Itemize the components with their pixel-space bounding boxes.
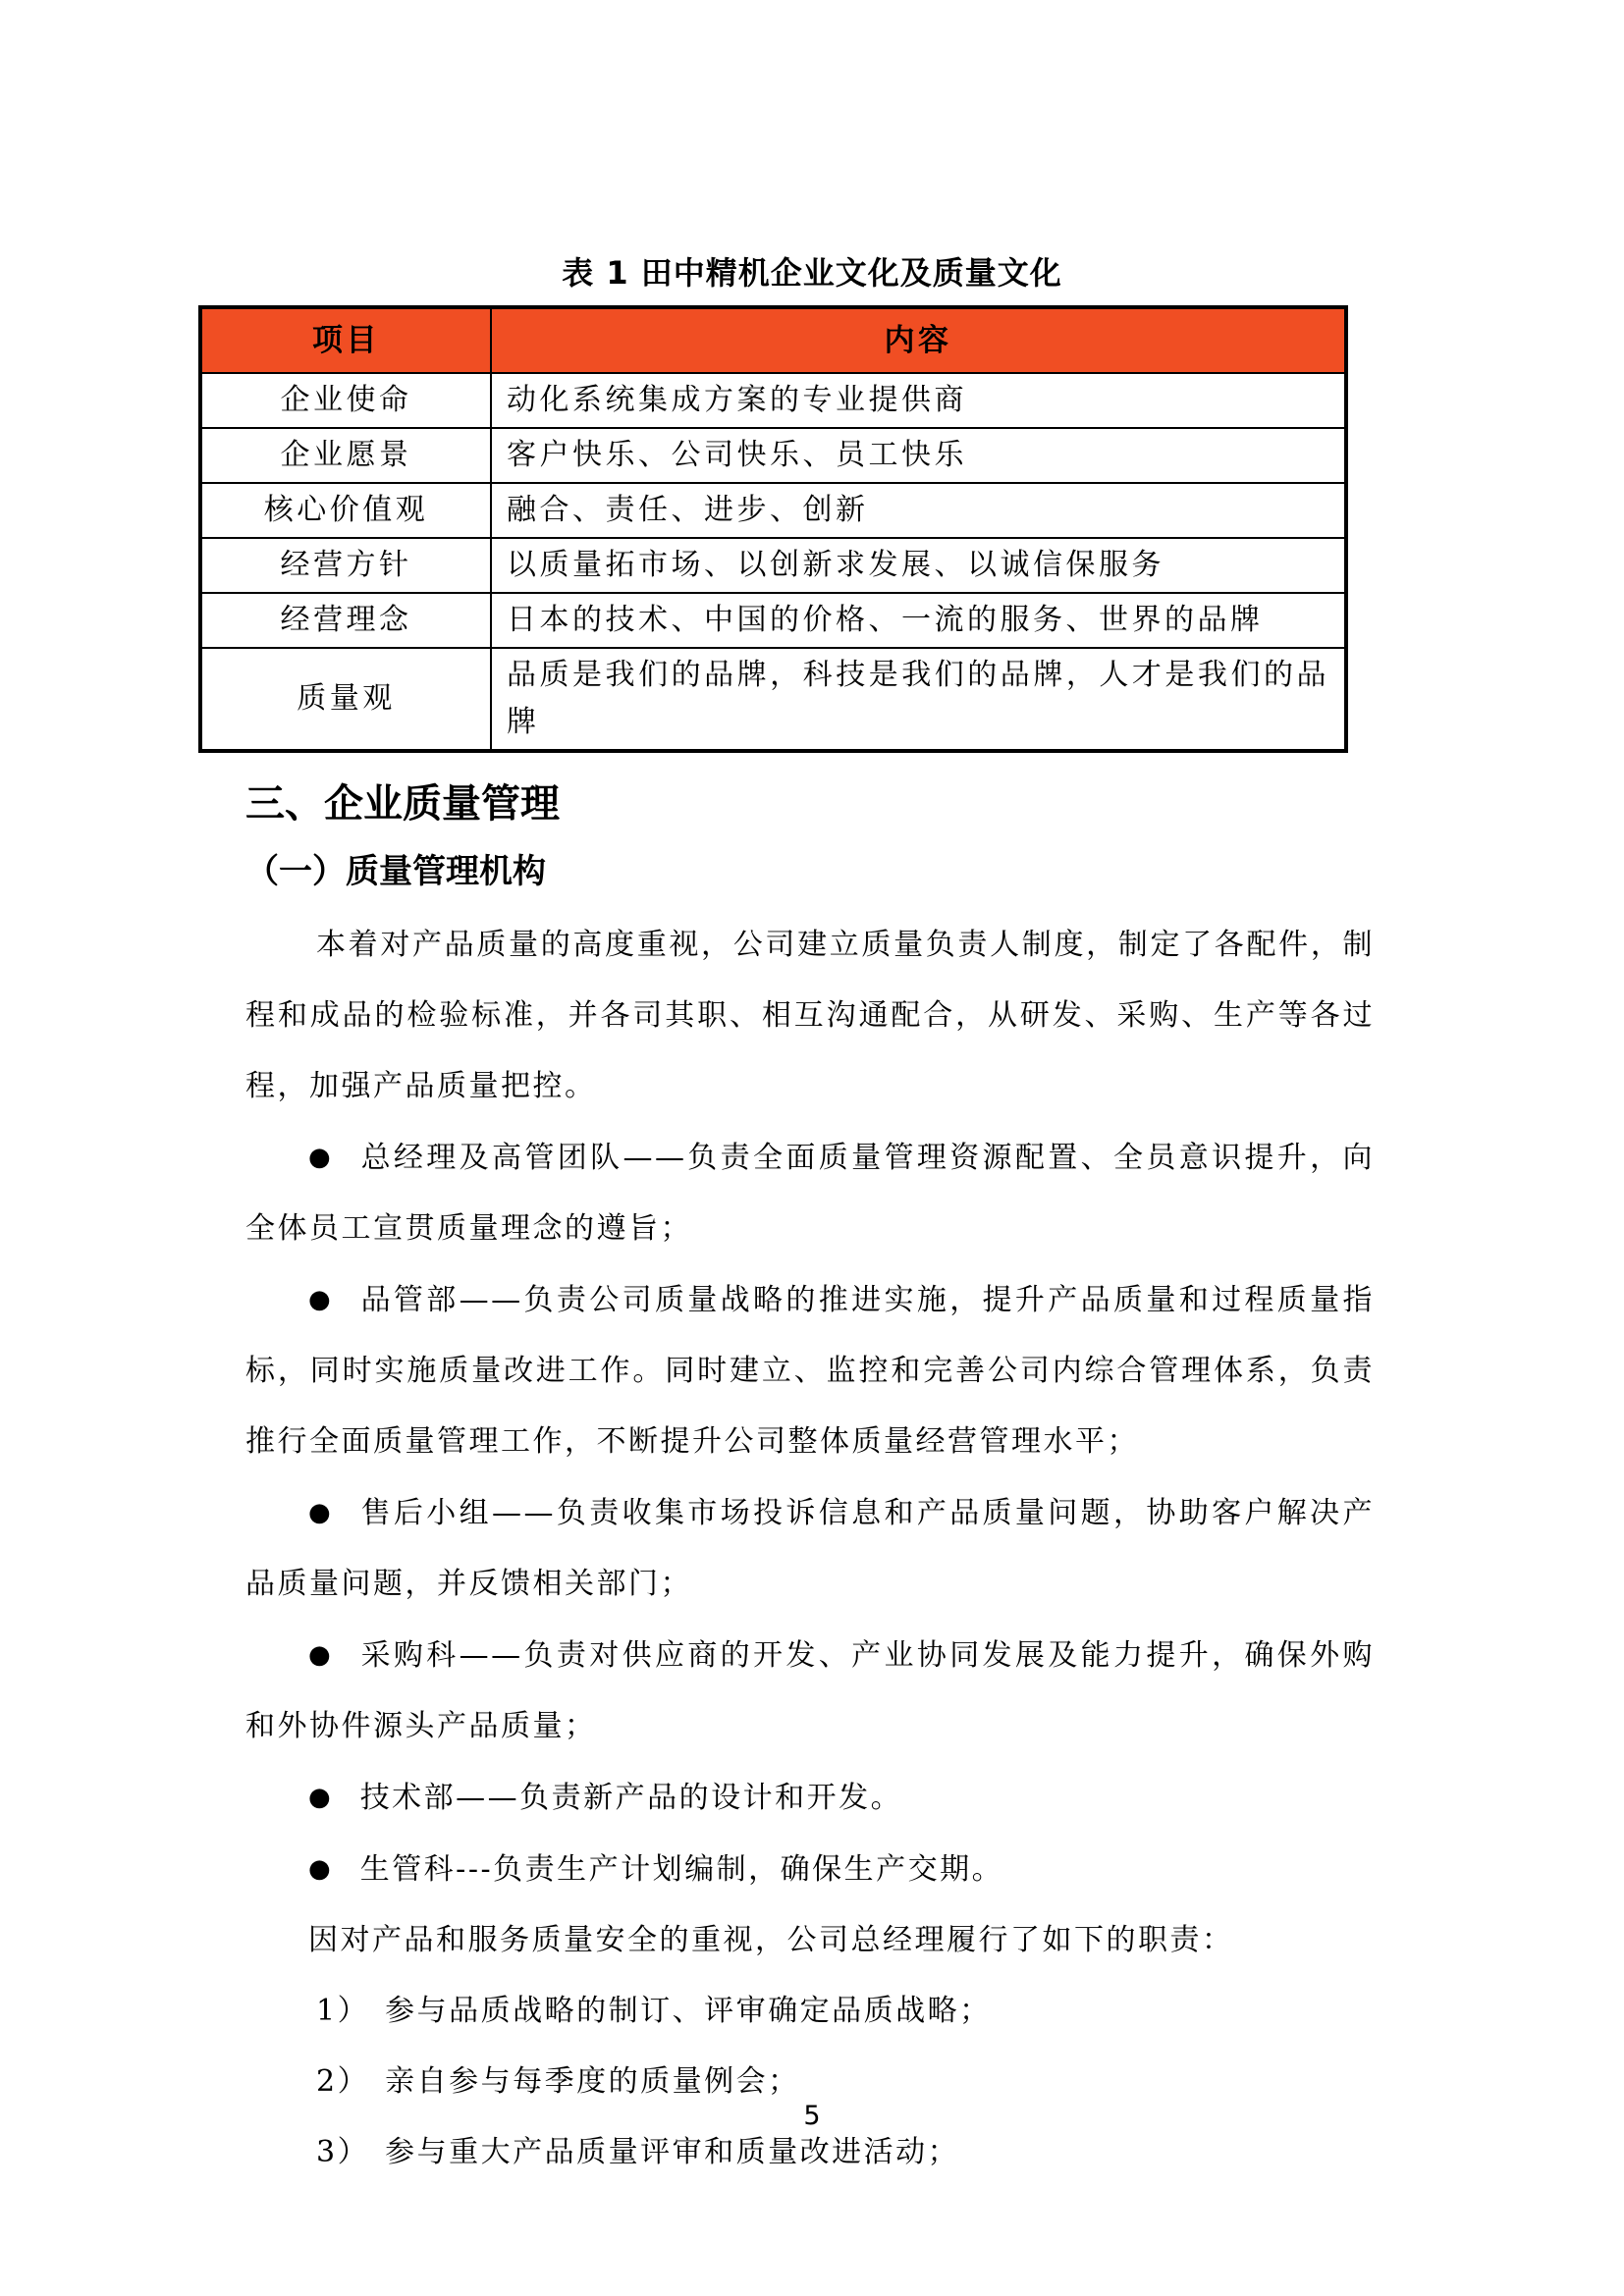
- row-label: 企业愿景: [200, 428, 491, 483]
- row-label: 经营方针: [200, 538, 491, 593]
- duty-text: 参与品质战略的制订、评审确定品质战略；: [385, 1994, 992, 2028]
- bullet-icon: ●: [308, 1285, 332, 1314]
- row-label: 核心价值观: [200, 483, 491, 538]
- table-header-content: 内容: [491, 307, 1346, 373]
- intro-paragraph: 本着对产品质量的高度重视，公司建立质量负责人制度，制定了各配件，制程和成品的检验标准，并各司其职、相互沟通配合，从研发、采购、生产等各过程，加强产品质量把控。: [245, 928, 1375, 1103]
- duty-number: 1）: [316, 1994, 370, 2028]
- bullet-text: 采购科——负责对供应商的开发、产业协同发展及能力提升，确保外购和外协件源头产品质量；: [245, 1638, 1376, 1743]
- bullet-icon: ●: [308, 1498, 332, 1527]
- duty-item-1: [245, 1976, 1375, 2047]
- bullet-item-gm-team: [245, 1122, 1375, 1264]
- bullet-icon: ●: [308, 1640, 332, 1670]
- page-number: 5: [803, 2101, 821, 2131]
- bullet-text: 技术部——负责新产品的设计和开发。: [359, 1781, 903, 1815]
- row-label: 经营理念: [200, 593, 491, 648]
- table-title: 表 1 田中精机企业文化及质量文化: [562, 254, 1062, 292]
- row-value: 日本的技术、中国的价格、一流的服务、世界的品牌: [491, 593, 1346, 648]
- bullet-text: 品管部——负责公司质量战略的推进实施，提升产品质量和过程质量指标，同时实施质量改进工作。同时建立、监控和完善公司内综合管理体系，负责推行全面质量管理工作，不断提升公司整体质量经营管理水平；: [245, 1283, 1376, 1459]
- duties-intro: 因对产品和服务质量安全的重视，公司总经理履行了如下的职责：: [308, 1923, 1234, 1957]
- bullet-icon: ●: [308, 1783, 331, 1812]
- table-header-item: 项目: [200, 307, 491, 373]
- bullet-text: 生管科---负责生产计划编制，确保生产交期。: [359, 1852, 1004, 1887]
- table-row-philosophy: [200, 593, 1346, 648]
- row-value: 客户快乐、公司快乐、员工快乐: [491, 428, 1346, 483]
- table-row-mission: [200, 373, 1346, 428]
- duty-number: 2）: [316, 2064, 370, 2099]
- duty-text: 亲自参与每季度的质量例会；: [385, 2064, 800, 2099]
- bullet-item-purchasing: [245, 1620, 1375, 1762]
- bullet-item-tech-dept: [245, 1762, 1375, 1834]
- table-header-row: [200, 307, 1346, 373]
- table-row-vision: [200, 428, 1346, 483]
- bullet-text: 售后小组——负责收集市场投诉信息和产品质量问题，协助客户解决产品质量问题，并反馈相关部门；: [245, 1496, 1376, 1601]
- culture-table: [198, 305, 1348, 753]
- duty-text: 参与重大产品质量评审和质量改进活动；: [385, 2135, 960, 2169]
- bullet-icon: ●: [308, 1854, 331, 1884]
- bullet-item-quality-dept: [245, 1264, 1375, 1477]
- row-value: 以质量拓市场、以创新求发展、以诚信保服务: [491, 538, 1346, 593]
- table-row-policy: [200, 538, 1346, 593]
- section-heading: 三、企业质量管理: [245, 781, 560, 827]
- row-value: 动化系统集成方案的专业提供商: [491, 373, 1346, 428]
- body-text-column: [245, 778, 1375, 2188]
- bullet-item-production-control: [245, 1834, 1375, 1905]
- bullet-icon: ●: [308, 1143, 332, 1172]
- row-label: 质量观: [200, 648, 491, 751]
- duty-number: 3）: [316, 2135, 370, 2169]
- table-row-core-values: [200, 483, 1346, 538]
- table-row-quality-view: [200, 648, 1346, 751]
- bullet-item-aftersales-group: [245, 1477, 1375, 1620]
- row-label: 企业使命: [200, 373, 491, 428]
- subsection-heading: （一）质量管理机构: [245, 852, 546, 891]
- row-value: 品质是我们的品牌，科技是我们的品牌，人才是我们的品牌: [491, 648, 1346, 751]
- bullet-text: 总经理及高管团队——负责全面质量管理资源配置、全员意识提升，向全体员工宣贯质量理念的遵旨；: [245, 1141, 1376, 1246]
- row-value: 融合、责任、进步、创新: [491, 483, 1346, 538]
